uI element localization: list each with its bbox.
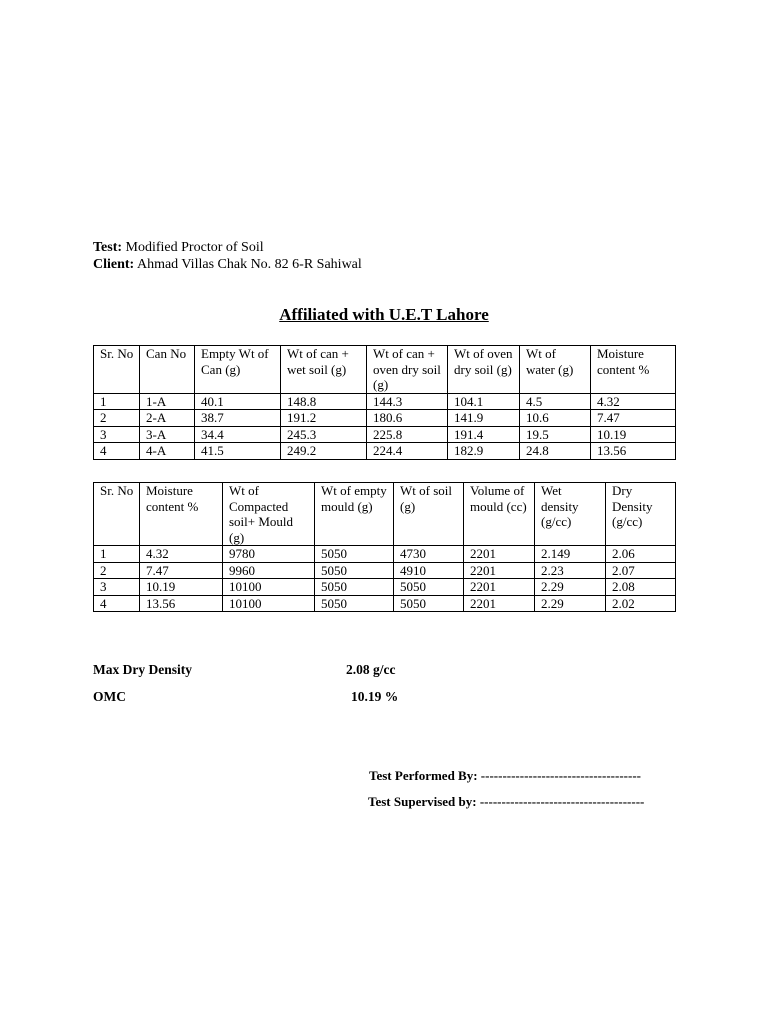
t2-cell: 1 [94, 546, 140, 563]
moisture-content-table [93, 345, 676, 460]
t1-cell: 141.9 [448, 410, 520, 427]
table-row [94, 562, 676, 579]
test-label: Test: [93, 240, 123, 255]
t1-cell: 13.56 [591, 443, 676, 460]
t1-cell: 10.19 [591, 426, 676, 443]
client-value: Ahmad Villas Chak No. 82 6-R Sahiwal [136, 257, 362, 272]
t2-header-cell: Wt of soil (g) [394, 483, 464, 546]
t2-cell: 5050 [394, 595, 464, 612]
t1-header-cell: Wt of can + wet soil (g) [281, 346, 367, 394]
t1-cell: 104.1 [448, 393, 520, 410]
t1-cell: 180.6 [367, 410, 448, 427]
table-row [94, 546, 676, 563]
t2-cell: 3 [94, 579, 140, 596]
t2-cell: 2.29 [535, 579, 606, 596]
t1-cell: 24.8 [520, 443, 591, 460]
client-line [93, 256, 362, 273]
client-label: Client: [93, 257, 135, 272]
performed-by-line: Test Performed By: ------------------------------------- [369, 768, 641, 783]
t1-cell: 144.3 [367, 393, 448, 410]
t2-cell: 4 [94, 595, 140, 612]
table-row [94, 595, 676, 612]
t1-cell: 4.32 [591, 393, 676, 410]
t2-cell: 13.56 [140, 595, 223, 612]
t1-cell: 3-A [140, 426, 195, 443]
t2-cell: 2201 [464, 562, 535, 579]
t2-cell: 4.32 [140, 546, 223, 563]
t1-header-cell: Sr. No [94, 346, 140, 394]
t2-header-cell: Dry Density (g/cc) [606, 483, 676, 546]
t1-cell: 191.4 [448, 426, 520, 443]
density-table [93, 482, 676, 612]
t2-cell: 4730 [394, 546, 464, 563]
test-line [93, 239, 362, 256]
t2-cell: 5050 [315, 562, 394, 579]
test-info [93, 239, 362, 273]
max-dry-density-label: Max Dry Density [93, 662, 192, 677]
t1-cell: 38.7 [195, 410, 281, 427]
t1-cell: 1-A [140, 393, 195, 410]
t2-header-row [94, 483, 676, 546]
t1-cell: 249.2 [281, 443, 367, 460]
t1-cell: 10.6 [520, 410, 591, 427]
t1-cell: 4 [94, 443, 140, 460]
t1-cell: 191.2 [281, 410, 367, 427]
supervised-by-line: Test Supervised by: -------------------------------------- [368, 794, 645, 809]
t1-cell: 245.3 [281, 426, 367, 443]
t2-cell: 2.29 [535, 595, 606, 612]
t1-cell: 34.4 [195, 426, 281, 443]
test-value: Modified Proctor of Soil [125, 240, 264, 255]
t2-header-cell: Wt of Compacted soil+ Mould (g) [223, 483, 315, 546]
t2-cell: 2.06 [606, 546, 676, 563]
t1-cell: 225.8 [367, 426, 448, 443]
table-row [94, 579, 676, 596]
t2-cell: 5050 [315, 595, 394, 612]
t2-cell: 2201 [464, 546, 535, 563]
t2-cell: 7.47 [140, 562, 223, 579]
t2-header-cell: Moisture content % [140, 483, 223, 546]
t1-header-cell: Wt of water (g) [520, 346, 591, 394]
t1-header-row [94, 346, 676, 394]
t2-cell: 5050 [394, 579, 464, 596]
t1-cell: 2 [94, 410, 140, 427]
affiliation-heading: Affiliated with U.E.T Lahore [279, 305, 489, 324]
t2-header-cell: Volume of mould (cc) [464, 483, 535, 546]
t1-cell: 224.4 [367, 443, 448, 460]
omc-value: 10.19 % [351, 689, 399, 704]
omc-label: OMC [93, 689, 126, 704]
table-row [94, 443, 676, 460]
t2-cell: 2201 [464, 579, 535, 596]
t1-header-cell: Can No [140, 346, 195, 394]
t1-header-cell: Empty Wt of Can (g) [195, 346, 281, 394]
t2-header-cell: Wt of empty mould (g) [315, 483, 394, 546]
t1-cell: 4.5 [520, 393, 591, 410]
t2-cell: 2.02 [606, 595, 676, 612]
t2-cell: 2.08 [606, 579, 676, 596]
t1-cell: 3 [94, 426, 140, 443]
t2-header-cell: Wet density (g/cc) [535, 483, 606, 546]
t1-cell: 1 [94, 393, 140, 410]
t2-header-cell: Sr. No [94, 483, 140, 546]
table-row [94, 410, 676, 427]
t2-cell: 10100 [223, 595, 315, 612]
t1-cell: 40.1 [195, 393, 281, 410]
t1-cell: 7.47 [591, 410, 676, 427]
t2-cell: 5050 [315, 579, 394, 596]
t1-cell: 4-A [140, 443, 195, 460]
t2-cell: 10100 [223, 579, 315, 596]
t2-cell: 2.23 [535, 562, 606, 579]
t1-cell: 41.5 [195, 443, 281, 460]
max-dry-density-value: 2.08 g/cc [346, 662, 396, 677]
t2-cell: 9960 [223, 562, 315, 579]
t2-cell: 5050 [315, 546, 394, 563]
t2-cell: 2201 [464, 595, 535, 612]
t1-cell: 182.9 [448, 443, 520, 460]
t1-cell: 148.8 [281, 393, 367, 410]
table-row [94, 426, 676, 443]
t2-cell: 10.19 [140, 579, 223, 596]
t1-cell: 2-A [140, 410, 195, 427]
t2-cell: 2.149 [535, 546, 606, 563]
t1-cell: 19.5 [520, 426, 591, 443]
t1-header-cell: Wt of oven dry soil (g) [448, 346, 520, 394]
t2-cell: 9780 [223, 546, 315, 563]
t2-cell: 4910 [394, 562, 464, 579]
t1-header-cell: Moisture content % [591, 346, 676, 394]
t2-cell: 2 [94, 562, 140, 579]
t1-header-cell: Wt of can + oven dry soil (g) [367, 346, 448, 394]
t2-cell: 2.07 [606, 562, 676, 579]
table-row [94, 393, 676, 410]
